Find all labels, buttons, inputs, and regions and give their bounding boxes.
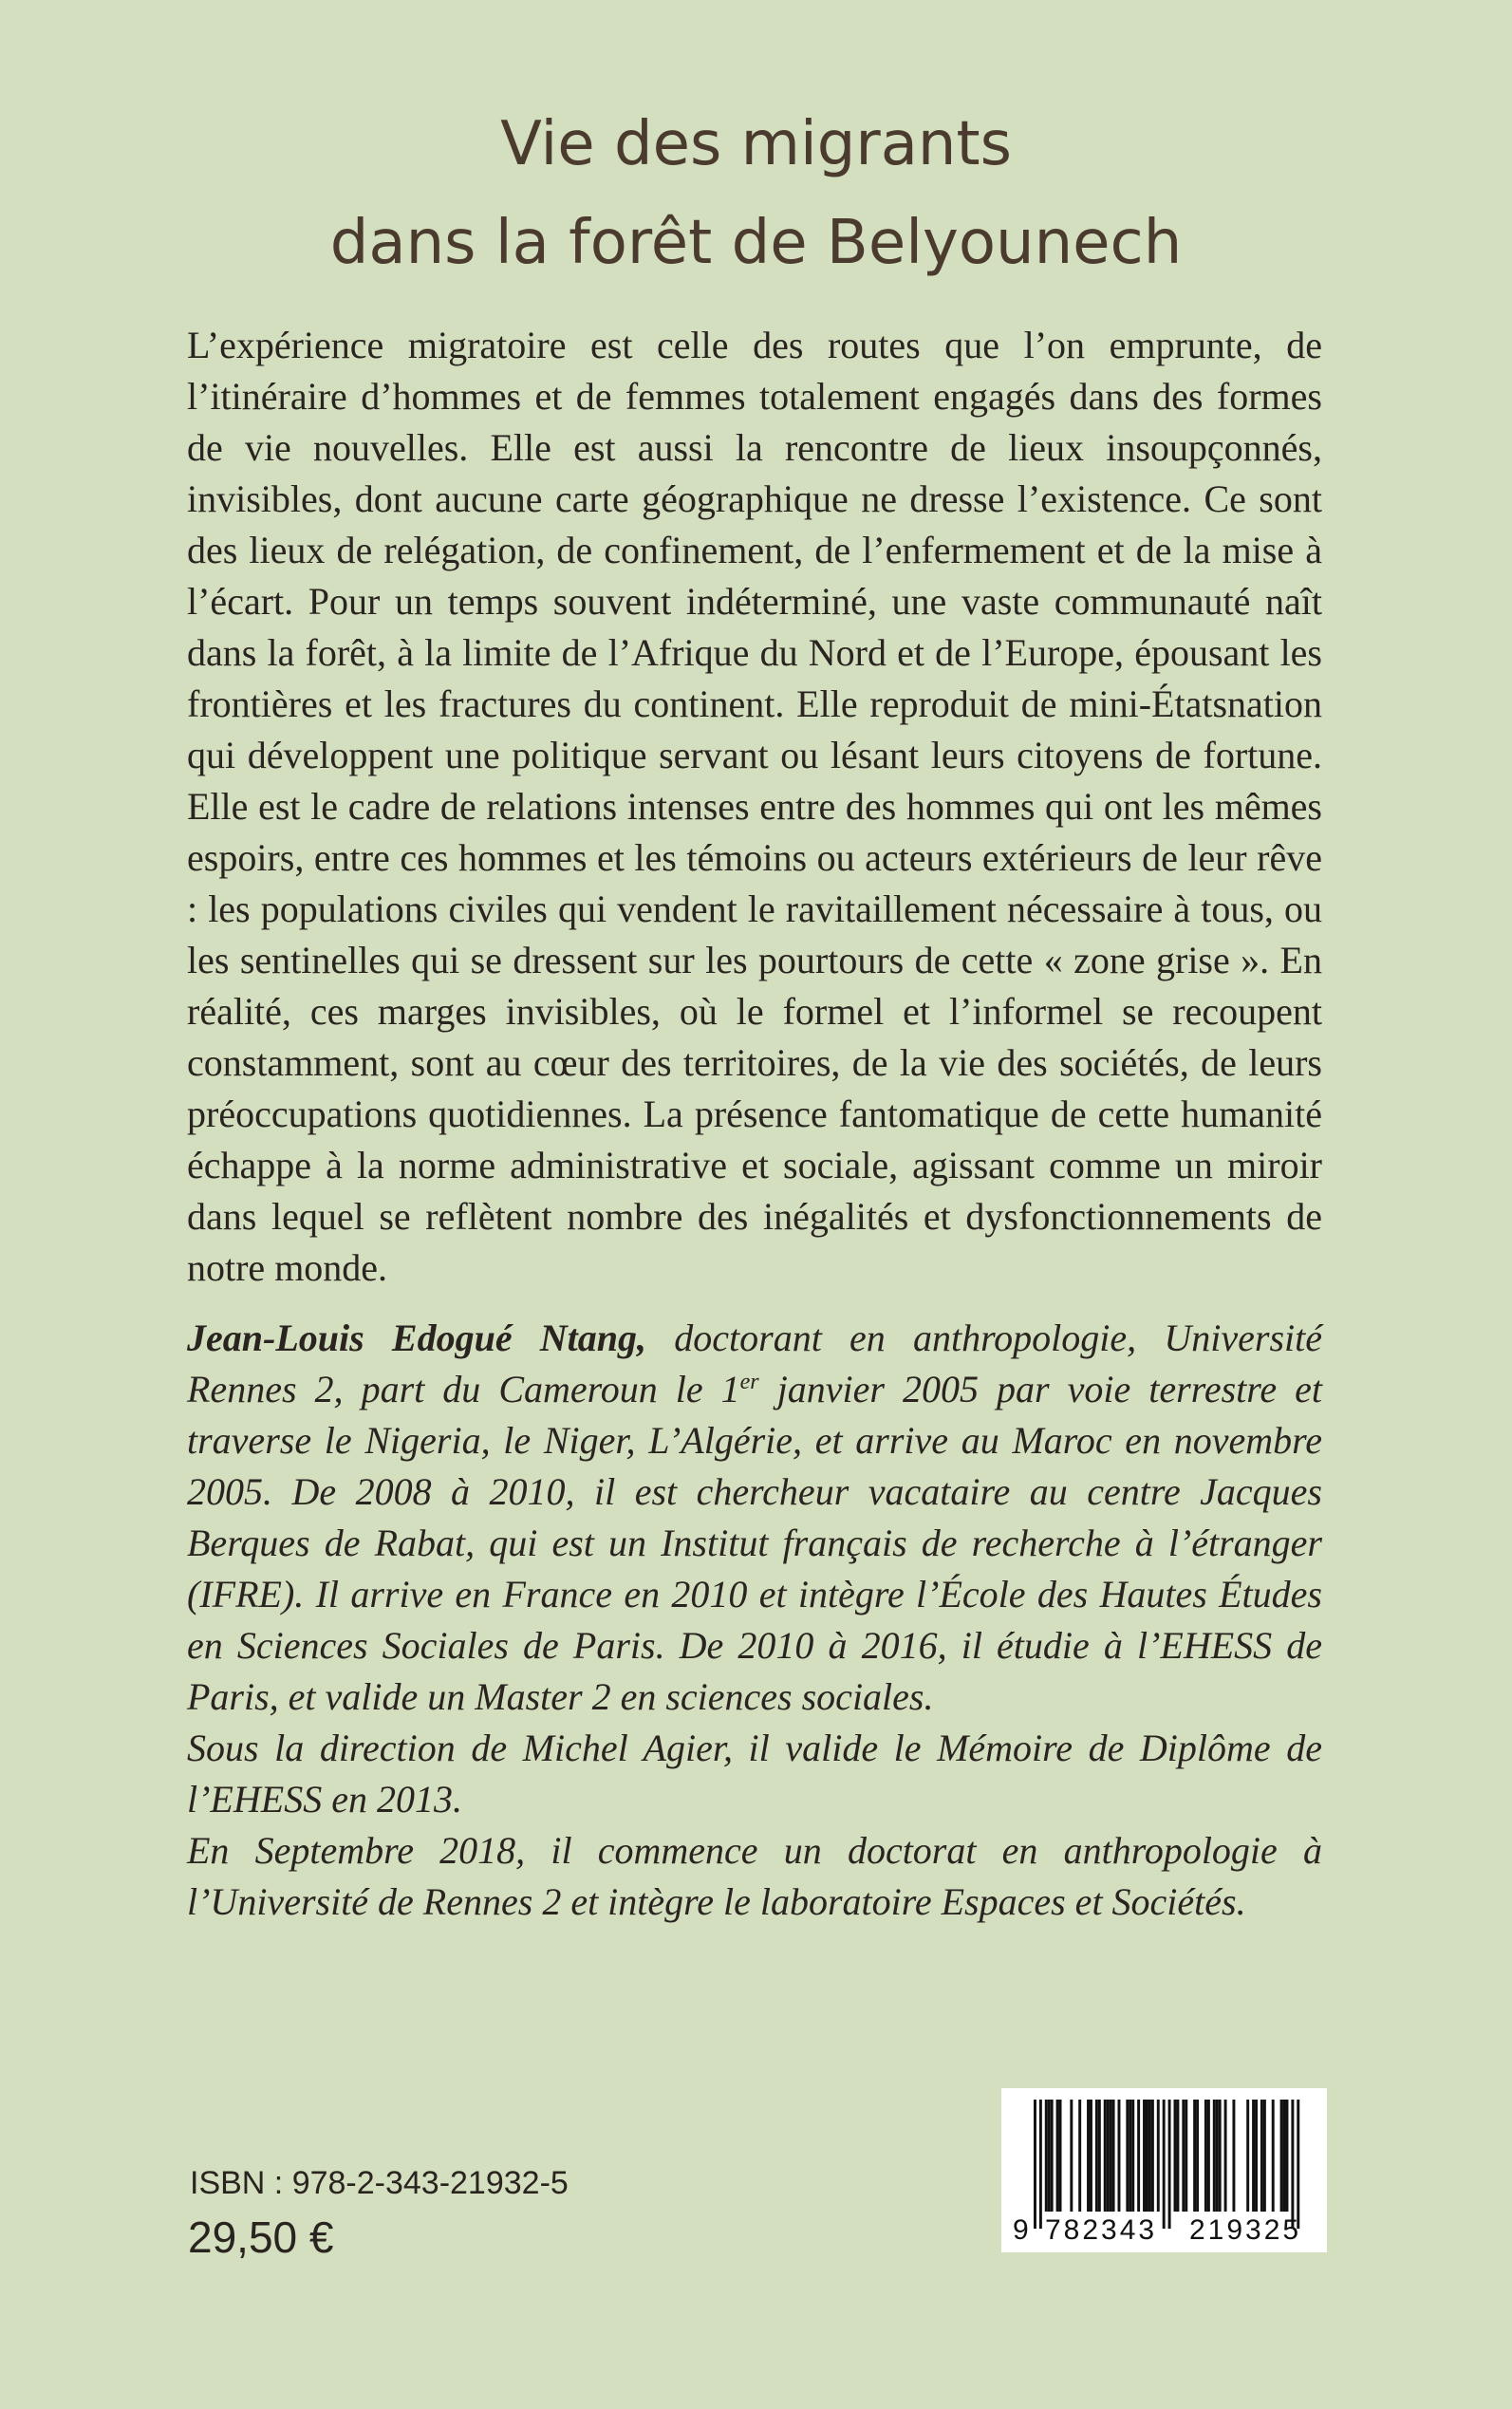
barcode-bar: [1185, 2100, 1187, 2212]
bio-paragraph-1: [187, 1313, 1322, 1723]
barcode-bar: [1291, 2100, 1294, 2229]
barcode-bar: [1260, 2100, 1263, 2212]
bio-paragraph-2: Sous la direction de Michel Agier, il valide le Mémoire de Diplôme de l’EHESS en 2013.: [187, 1727, 1322, 1821]
barcode-bar: [1255, 2100, 1258, 2212]
barcode-bar: [1286, 2100, 1289, 2212]
barcode-bar: [1246, 2100, 1249, 2212]
barcode-bar: [1176, 2100, 1179, 2212]
barcode-bar: [1137, 2100, 1140, 2212]
barcode-bar: [1168, 2100, 1171, 2229]
summary-text: L’expérience migratoire est celle des routes que l’on emprunte, de l’itinéraire d’hommes et de femmes totalement engagés dans des formes de vie nouvelles. Elle est aussi la rencontre de lieux insoupçonnés, invisibles, dont aucune carte géographique ne dresse l’existence. Ce sont des lieux de relégation, de confinement, de l’enfermement et de la mise à l’écart. Pour un temps souvent indéterminé, une vaste communauté naît dans la forêt, à la limite de l’Afrique du Nord et de l’Europe, épousant les frontières et les fractures du continent. Elle reproduit de mini-Étatsnation qui développent une politique servant ou lésant leurs citoyens de fortune. Elle est le cadre de relations intenses entre des hommes qui ont les mêmes espoirs, entre ces hommes et les témoins ou acteurs extérieurs de leur rêve : les populations civiles qui vendent le ravitaillement nécessaire à tous, ou les sentinelles qui se dressent sur les pourtours de cette « zone grise ». En réalité, ces marges invisibles, où le formel et l’informel se recoupent constamment, sont au cœur des territoires, de la vie des sociétés, de leurs préoccupations quotidiennes. La présence fantomatique de cette humanité échappe à la norme administrative et sociale, agissant comme un miroir dans lequel se reflètent nombre des inégalités et dysfonctionnements de notre monde.: [187, 324, 1322, 1289]
barcode-bar: [1283, 2100, 1286, 2212]
barcode-bar: [1213, 2100, 1216, 2212]
barcode-bar: [1034, 2100, 1036, 2229]
barcode-bar: [1112, 2100, 1115, 2212]
bio-p1-part-b: janvier 2005 par voie terrestre et traverse le Nigeria, le Niger, L’Algérie, et arrive au Maroc en novembre 2005. De 2008 à 2010, il est chercheur vacataire au centre Jacques Berques de Rabat, qui est un Institut français de recherche à l’étranger (IFRE). Il arrive en France en 2010 et intègre l’École des Hautes Études en Sciences Sociales de Paris. De 2010 à 2016, il étudie à l’EHESS de Paris, et valide un Master 2 en sciences sociales.: [187, 1368, 1322, 1718]
barcode-bar: [1224, 2100, 1227, 2212]
barcode-bar: [1151, 2100, 1154, 2212]
title-line-2: dans la forêt de Belyounech: [329, 208, 1183, 278]
barcode-bar: [1280, 2100, 1283, 2212]
barcode-bar: [1196, 2100, 1199, 2212]
barcode-bar: [1059, 2100, 1062, 2212]
barcode-bar: [1182, 2100, 1185, 2212]
barcode-bar: [1216, 2100, 1219, 2212]
barcode-bar: [1056, 2100, 1059, 2212]
book-title: [0, 95, 1512, 292]
ordinal-superscript: er: [739, 1370, 759, 1394]
barcode-bar: [1045, 2100, 1048, 2212]
barcode-left-digits: 782343: [1045, 2214, 1158, 2246]
barcode-bar: [1219, 2100, 1222, 2212]
barcode-bar: [1118, 2100, 1121, 2212]
barcode-bar: [1126, 2100, 1129, 2212]
title-line-1: Vie des migrants: [500, 109, 1012, 179]
barcode-bar: [1272, 2100, 1275, 2212]
barcode-bar: [1193, 2100, 1196, 2212]
barcode-bar: [1095, 2100, 1098, 2212]
barcode-bar: [1070, 2100, 1073, 2212]
barcode-bar: [1297, 2100, 1299, 2229]
barcode-bar: [1207, 2100, 1210, 2212]
barcode-bar: [1143, 2100, 1146, 2212]
barcode-bar: [1110, 2100, 1112, 2212]
barcode-bar: [1163, 2100, 1166, 2229]
barcode-bar: [1090, 2100, 1092, 2212]
author-bio: [187, 1313, 1322, 1928]
author-name: Jean-Louis Edogué Ntang,: [187, 1317, 647, 1359]
isbn-text: ISBN : 978-2-343-21932-5: [190, 2165, 569, 2201]
barcode-bar: [1104, 2100, 1107, 2212]
barcode-bar: [1252, 2100, 1255, 2212]
barcode-bar: [1146, 2100, 1148, 2212]
barcode-bar: [1039, 2100, 1042, 2229]
barcode-bar: [1107, 2100, 1110, 2212]
bio-paragraph-3: En Septembre 2018, il commence un doctorat en anthropologie à l’Université de Rennes 2 et intègre le laboratoire Espaces et Sociétés.: [187, 1829, 1322, 1923]
barcode-bar: [1098, 2100, 1101, 2212]
barcode-bar: [1078, 2100, 1081, 2212]
bio-p1-part-a: doctorant en anthropologie, Université Rennes 2, part du Cameroun le 1: [187, 1317, 1322, 1410]
barcode: [1001, 2088, 1327, 2252]
barcode-bar: [1148, 2100, 1151, 2212]
barcode-first-digit: 9: [1013, 2214, 1029, 2246]
barcode-bar: [1232, 2100, 1235, 2212]
barcode-bar: [1087, 2100, 1090, 2212]
barcode-bar: [1204, 2100, 1207, 2212]
barcode-bar: [1129, 2100, 1131, 2212]
barcode-bar: [1048, 2100, 1051, 2212]
price-text: 29,50 €: [188, 2213, 334, 2262]
barcode-bar: [1051, 2100, 1054, 2212]
barcode-right-digits: 219325: [1189, 2214, 1302, 2246]
barcode-bar: [1157, 2100, 1160, 2212]
barcode-bar: [1131, 2100, 1134, 2212]
barcode-bar: [1174, 2100, 1177, 2212]
barcode-bar: [1263, 2100, 1266, 2212]
